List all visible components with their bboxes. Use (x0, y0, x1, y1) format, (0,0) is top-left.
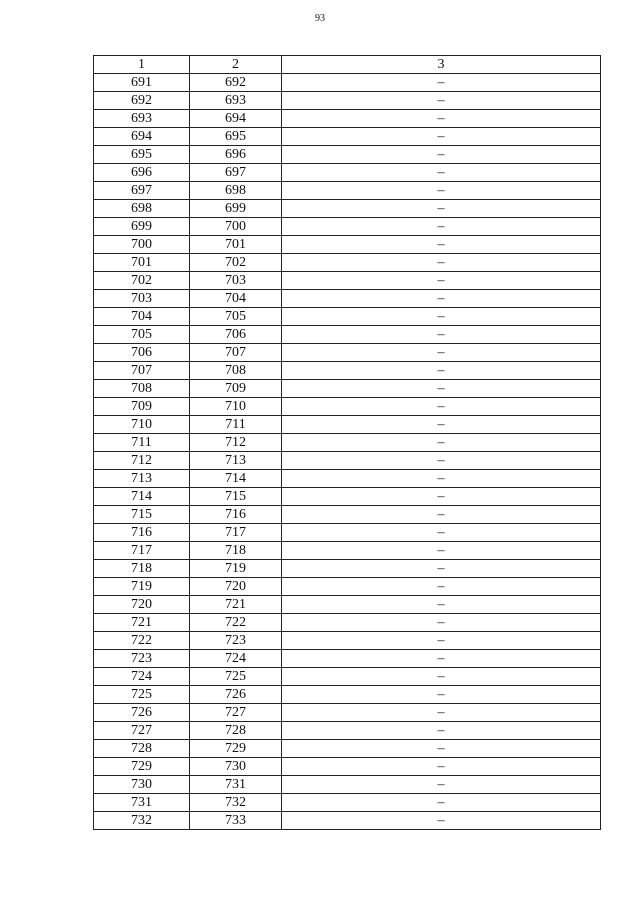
table-row (94, 398, 601, 416)
table-cell-col2: 703 (190, 272, 282, 290)
table-row (94, 542, 601, 560)
page-number: 93 (315, 13, 325, 24)
table-cell-col1: 715 (94, 506, 190, 524)
table-cell-col3: – (282, 542, 601, 560)
table-cell-col3: – (282, 704, 601, 722)
table-cell-col1: 710 (94, 416, 190, 434)
table-cell-col3: – (282, 560, 601, 578)
table-cell-col1: 719 (94, 578, 190, 596)
table-row (94, 308, 601, 326)
table-row (94, 632, 601, 650)
table-cell-col2: 718 (190, 542, 282, 560)
table-cell-col2: 694 (190, 110, 282, 128)
column-header-3: 3 (282, 56, 601, 74)
table-cell-col3: – (282, 632, 601, 650)
table-cell-col1: 726 (94, 704, 190, 722)
table-row (94, 650, 601, 668)
table-cell-col1: 717 (94, 542, 190, 560)
table-row (94, 578, 601, 596)
table-cell-col2: 724 (190, 650, 282, 668)
table-cell-col3: – (282, 506, 601, 524)
table-cell-col2: 706 (190, 326, 282, 344)
table-cell-col3: – (282, 524, 601, 542)
table-cell-col2: 704 (190, 290, 282, 308)
table-cell-col2: 721 (190, 596, 282, 614)
table-cell-col3: – (282, 92, 601, 110)
table-row (94, 686, 601, 704)
table-cell-col1: 707 (94, 362, 190, 380)
table-cell-col1: 730 (94, 776, 190, 794)
table-cell-col2: 731 (190, 776, 282, 794)
table-cell-col1: 709 (94, 398, 190, 416)
table-cell-col2: 714 (190, 470, 282, 488)
table-cell-col2: 723 (190, 632, 282, 650)
table-cell-col3: – (282, 380, 601, 398)
table-cell-col1: 724 (94, 668, 190, 686)
table-cell-col2: 708 (190, 362, 282, 380)
table-cell-col1: 722 (94, 632, 190, 650)
table-row (94, 236, 601, 254)
table-cell-col1: 691 (94, 74, 190, 92)
table-cell-col3: – (282, 344, 601, 362)
table-cell-col1: 698 (94, 200, 190, 218)
table-cell-col3: – (282, 128, 601, 146)
table-cell-col2: 719 (190, 560, 282, 578)
table-cell-col1: 713 (94, 470, 190, 488)
table-cell-col1: 731 (94, 794, 190, 812)
table-row (94, 506, 601, 524)
table-cell-col1: 708 (94, 380, 190, 398)
table-cell-col1: 699 (94, 218, 190, 236)
table-row (94, 200, 601, 218)
table-cell-col1: 704 (94, 308, 190, 326)
table-cell-col2: 702 (190, 254, 282, 272)
table-cell-col1: 706 (94, 344, 190, 362)
table-body (94, 74, 601, 830)
table-row (94, 794, 601, 812)
table-cell-col2: 709 (190, 380, 282, 398)
table-cell-col3: – (282, 74, 601, 92)
table-row (94, 362, 601, 380)
table-cell-col2: 695 (190, 128, 282, 146)
table-cell-col1: 705 (94, 326, 190, 344)
table-row (94, 596, 601, 614)
table-row (94, 380, 601, 398)
table-cell-col3: – (282, 272, 601, 290)
table-cell-col1: 720 (94, 596, 190, 614)
table-row (94, 434, 601, 452)
table-cell-col3: – (282, 740, 601, 758)
table-cell-col2: 698 (190, 182, 282, 200)
table-cell-col2: 727 (190, 704, 282, 722)
table-cell-col3: – (282, 758, 601, 776)
data-table (93, 55, 601, 830)
table-row (94, 326, 601, 344)
table-cell-col3: – (282, 164, 601, 182)
table-cell-col1: 695 (94, 146, 190, 164)
table-cell-col1: 696 (94, 164, 190, 182)
table-cell-col1: 700 (94, 236, 190, 254)
table-cell-col2: 733 (190, 812, 282, 830)
table-cell-col3: – (282, 146, 601, 164)
table-cell-col3: – (282, 326, 601, 344)
table-row (94, 290, 601, 308)
table-cell-col1: 711 (94, 434, 190, 452)
table-cell-col2: 732 (190, 794, 282, 812)
table-row (94, 776, 601, 794)
table-cell-col2: 707 (190, 344, 282, 362)
table-cell-col3: – (282, 290, 601, 308)
table-cell-col1: 714 (94, 488, 190, 506)
table-row (94, 704, 601, 722)
table-cell-col2: 705 (190, 308, 282, 326)
table-row (94, 218, 601, 236)
table-cell-col2: 699 (190, 200, 282, 218)
table-row (94, 74, 601, 92)
table-cell-col3: – (282, 596, 601, 614)
table-cell-col2: 713 (190, 452, 282, 470)
table-cell-col2: 725 (190, 668, 282, 686)
table-row (94, 344, 601, 362)
table-cell-col1: 725 (94, 686, 190, 704)
table-cell-col3: – (282, 686, 601, 704)
table-row (94, 128, 601, 146)
table-row (94, 758, 601, 776)
table-row (94, 668, 601, 686)
table-cell-col3: – (282, 776, 601, 794)
column-header-2: 2 (190, 56, 282, 74)
table-row (94, 812, 601, 830)
table-cell-col1: 693 (94, 110, 190, 128)
table-cell-col1: 718 (94, 560, 190, 578)
header-row (94, 56, 601, 74)
table-cell-col3: – (282, 200, 601, 218)
table-cell-col2: 700 (190, 218, 282, 236)
table-cell-col3: – (282, 668, 601, 686)
table-cell-col3: – (282, 398, 601, 416)
table-cell-col3: – (282, 362, 601, 380)
table-cell-col1: 701 (94, 254, 190, 272)
table-row (94, 416, 601, 434)
table-cell-col1: 728 (94, 740, 190, 758)
table-cell-col1: 729 (94, 758, 190, 776)
table-cell-col1: 732 (94, 812, 190, 830)
table-row (94, 740, 601, 758)
table-cell-col3: – (282, 110, 601, 128)
table-cell-col2: 710 (190, 398, 282, 416)
table-cell-col2: 697 (190, 164, 282, 182)
table-cell-col3: – (282, 650, 601, 668)
table-cell-col2: 722 (190, 614, 282, 632)
table-cell-col2: 729 (190, 740, 282, 758)
table-row (94, 92, 601, 110)
table-cell-col1: 716 (94, 524, 190, 542)
table-cell-col2: 692 (190, 74, 282, 92)
table-cell-col3: – (282, 794, 601, 812)
table-cell-col3: – (282, 254, 601, 272)
table-row (94, 560, 601, 578)
table-cell-col3: – (282, 308, 601, 326)
table-cell-col3: – (282, 452, 601, 470)
table-cell-col1: 697 (94, 182, 190, 200)
table-cell-col3: – (282, 182, 601, 200)
table-cell-col3: – (282, 488, 601, 506)
table-cell-col3: – (282, 722, 601, 740)
table-cell-col1: 723 (94, 650, 190, 668)
column-header-1: 1 (94, 56, 190, 74)
table-cell-col1: 702 (94, 272, 190, 290)
table-cell-col3: – (282, 470, 601, 488)
table-cell-col2: 715 (190, 488, 282, 506)
table-cell-col2: 696 (190, 146, 282, 164)
table-row (94, 614, 601, 632)
table-row (94, 182, 601, 200)
table-row (94, 164, 601, 182)
table-cell-col1: 721 (94, 614, 190, 632)
table-cell-col2: 726 (190, 686, 282, 704)
table-cell-col2: 728 (190, 722, 282, 740)
table-cell-col3: – (282, 578, 601, 596)
table-cell-col2: 716 (190, 506, 282, 524)
table-row (94, 722, 601, 740)
table-cell-col3: – (282, 434, 601, 452)
table-row (94, 524, 601, 542)
table-cell-col2: 720 (190, 578, 282, 596)
table-cell-col2: 693 (190, 92, 282, 110)
table-cell-col1: 694 (94, 128, 190, 146)
table-cell-col3: – (282, 218, 601, 236)
table-row (94, 272, 601, 290)
table-row (94, 254, 601, 272)
table-row (94, 146, 601, 164)
table-row (94, 452, 601, 470)
table-cell-col2: 730 (190, 758, 282, 776)
table-cell-col2: 701 (190, 236, 282, 254)
table-row (94, 488, 601, 506)
table-cell-col3: – (282, 812, 601, 830)
table-row (94, 110, 601, 128)
table-cell-col3: – (282, 416, 601, 434)
table-cell-col2: 711 (190, 416, 282, 434)
table-cell-col1: 703 (94, 290, 190, 308)
table-cell-col3: – (282, 236, 601, 254)
table-cell-col3: – (282, 614, 601, 632)
table-cell-col1: 727 (94, 722, 190, 740)
table-cell-col1: 712 (94, 452, 190, 470)
table-cell-col2: 712 (190, 434, 282, 452)
table-cell-col2: 717 (190, 524, 282, 542)
table-cell-col1: 692 (94, 92, 190, 110)
table-row (94, 470, 601, 488)
